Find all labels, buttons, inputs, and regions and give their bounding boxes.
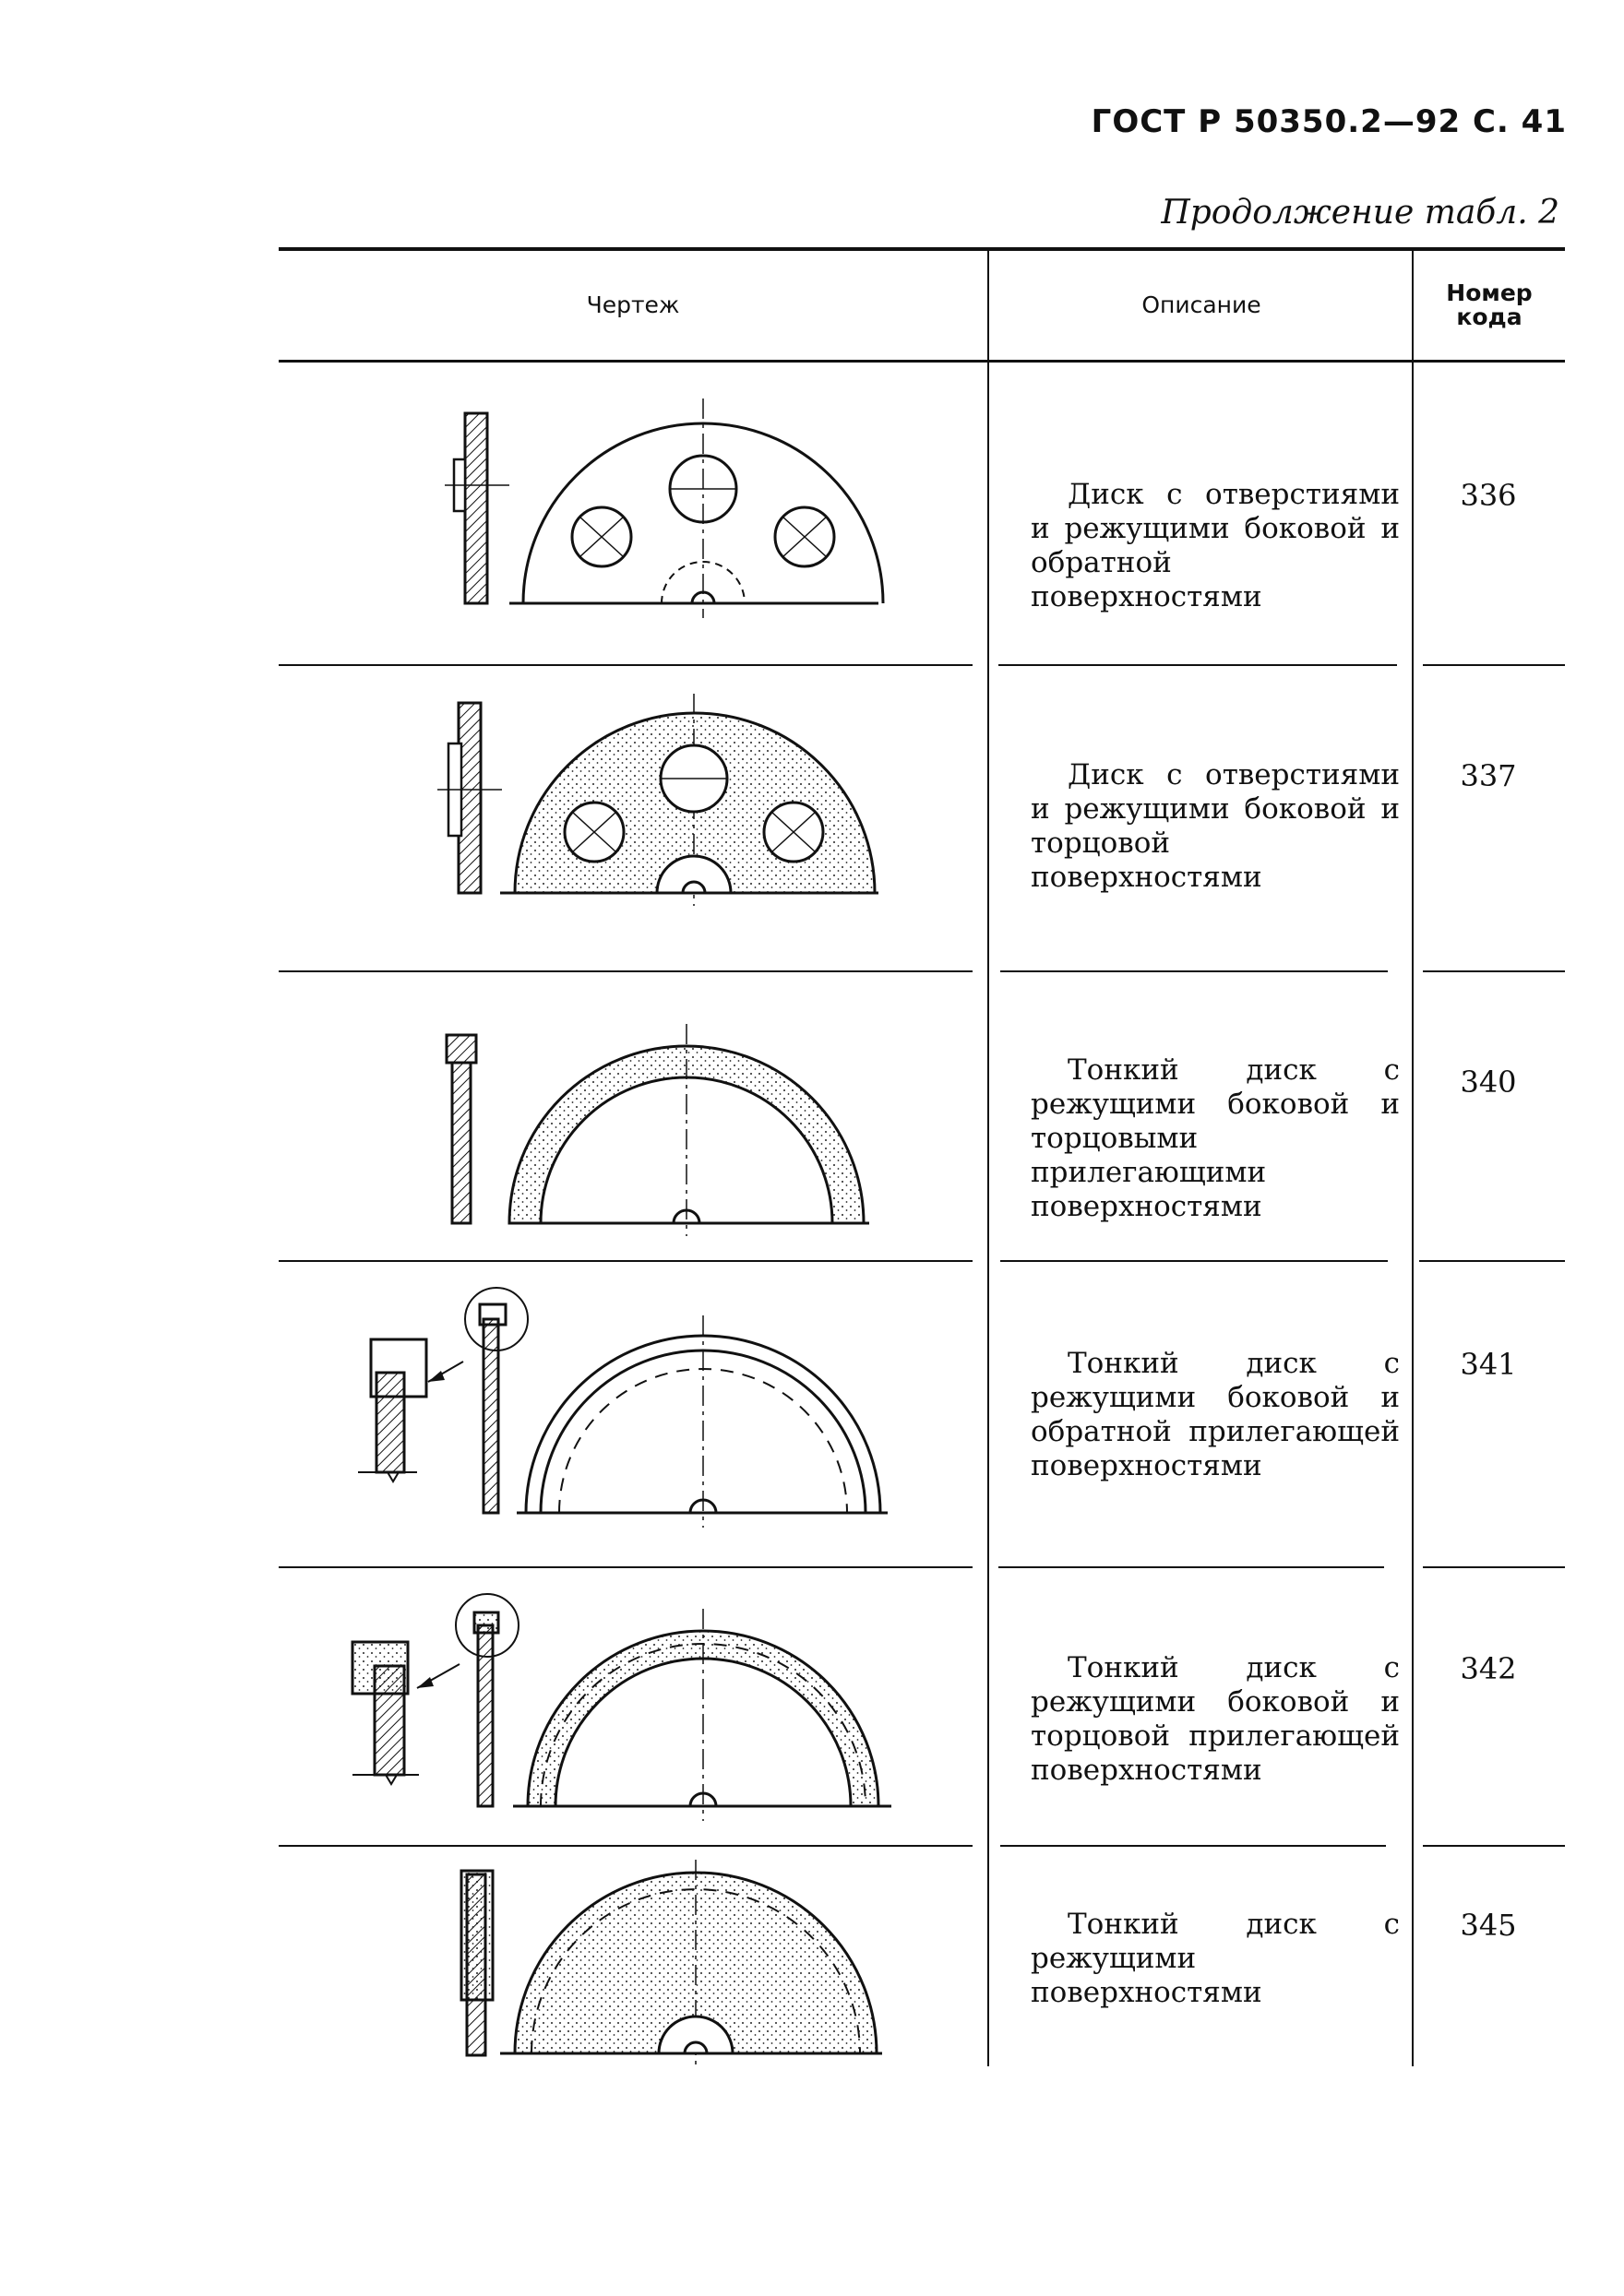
drawing-disc-holes-side-face (334, 666, 925, 952)
row-description: Диск с отверстиями и режущими боковой и обратной поверхностями (1031, 478, 1400, 613)
row-description: Тонкий диск с режущими боковой и торцовой прилегающей поверхностями (1031, 1651, 1400, 1787)
drawing-thin-disc-cutting-surfaces (334, 1847, 925, 2068)
row-code: 336 (1460, 478, 1517, 513)
table-continuation-label: Продолжение табл. 2 (1161, 194, 1559, 232)
table-header (279, 251, 1565, 363)
table-row (279, 1262, 1565, 1566)
table-row (279, 1568, 1565, 1845)
table-row (279, 360, 1565, 664)
row-code: 341 (1460, 1347, 1517, 1382)
row-description: Тонкий диск с режущими боковой и обратной прилегающей поверхностями (1031, 1347, 1400, 1482)
column-header-description: Описание (987, 251, 1414, 360)
page-header: ГОСТ Р 50350.2—92 С. 41 (1091, 103, 1567, 140)
column-header-code: Номер кода (1412, 251, 1565, 360)
table-row (279, 666, 1565, 970)
row-description: Диск с отверстиями и режущими боковой и торцовой поверхностями (1031, 758, 1400, 894)
drawing-disc-holes-side-back (334, 360, 925, 646)
row-code: 340 (1460, 1065, 1517, 1100)
row-description: Тонкий диск с режущими боковой и торцовыми прилегающими поверхностями (1031, 1053, 1400, 1223)
column-header-drawing: Чертеж (586, 291, 680, 318)
table-row (279, 1847, 1565, 2068)
row-code: 345 (1460, 1908, 1517, 1943)
drawing-thin-disc-side-back-adjacent (279, 1262, 943, 1548)
drawing-thin-disc-side-face-adjacent-detail (279, 1568, 943, 1845)
row-code: 342 (1460, 1651, 1517, 1686)
table-row (279, 972, 1565, 1260)
drawing-thin-disc-side-face-adjacent (334, 972, 925, 1249)
row-description: Тонкий диск с режущими поверхностями (1031, 1908, 1400, 2009)
row-code: 337 (1460, 758, 1517, 793)
